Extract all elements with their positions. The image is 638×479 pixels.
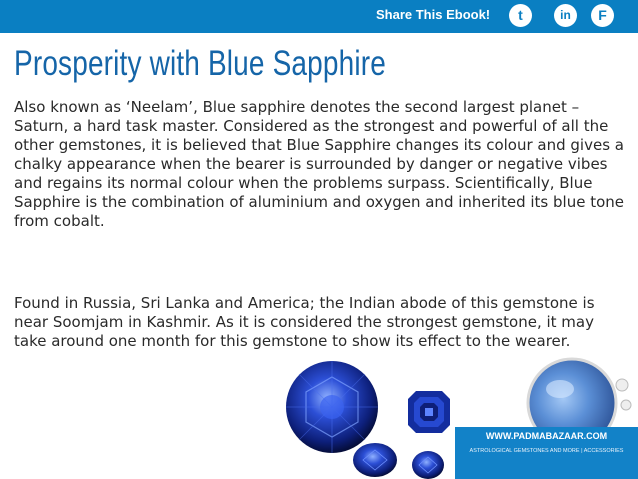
page-title: Prosperity with Blue Sapphire	[14, 44, 386, 83]
paragraph-2: Found in Russia, Sri Lanka and America; the Indian abode of this gemstone is near Soomjam in Kashmir. As it is considered the strongest gemstone, it may take around one month for this gemstone to show its effect to the wearer.	[14, 294, 595, 350]
round-sapphire	[286, 361, 378, 453]
square-sapphire	[408, 391, 450, 433]
linkedin-icon[interactable]: in	[554, 4, 577, 27]
share-label: Share This Ebook!	[376, 7, 491, 22]
facebook-icon[interactable]: F	[591, 4, 614, 27]
twitter-icon[interactable]: t	[509, 4, 532, 27]
share-bar	[0, 0, 638, 33]
small-sapphire-2	[412, 451, 444, 479]
paragraph-1: Also known as ‘Neelam’, Blue sapphire denotes the second largest planet – Saturn, a hard task master. Considered as the strongest and powerful of all the other gemstones, it is believed that Blue Sapphire changes its colour and gives a chalky appearance when the bearer is surrounded by danger or negative vibes and regains its normal colour when the problems surpass. Scientifically, Blue Sapphire is the combination of aluminium and oxygen and inherited its blue tone from cobalt.	[14, 98, 624, 230]
website-link[interactable]: WWW.PADMABAZAAR.COM	[485, 431, 608, 441]
footer-box	[455, 427, 638, 479]
small-sapphire-1	[353, 443, 397, 477]
footer-tagline: ASTROLOGICAL GEMSTONES AND MORE | ACCESSORIES	[469, 448, 624, 454]
